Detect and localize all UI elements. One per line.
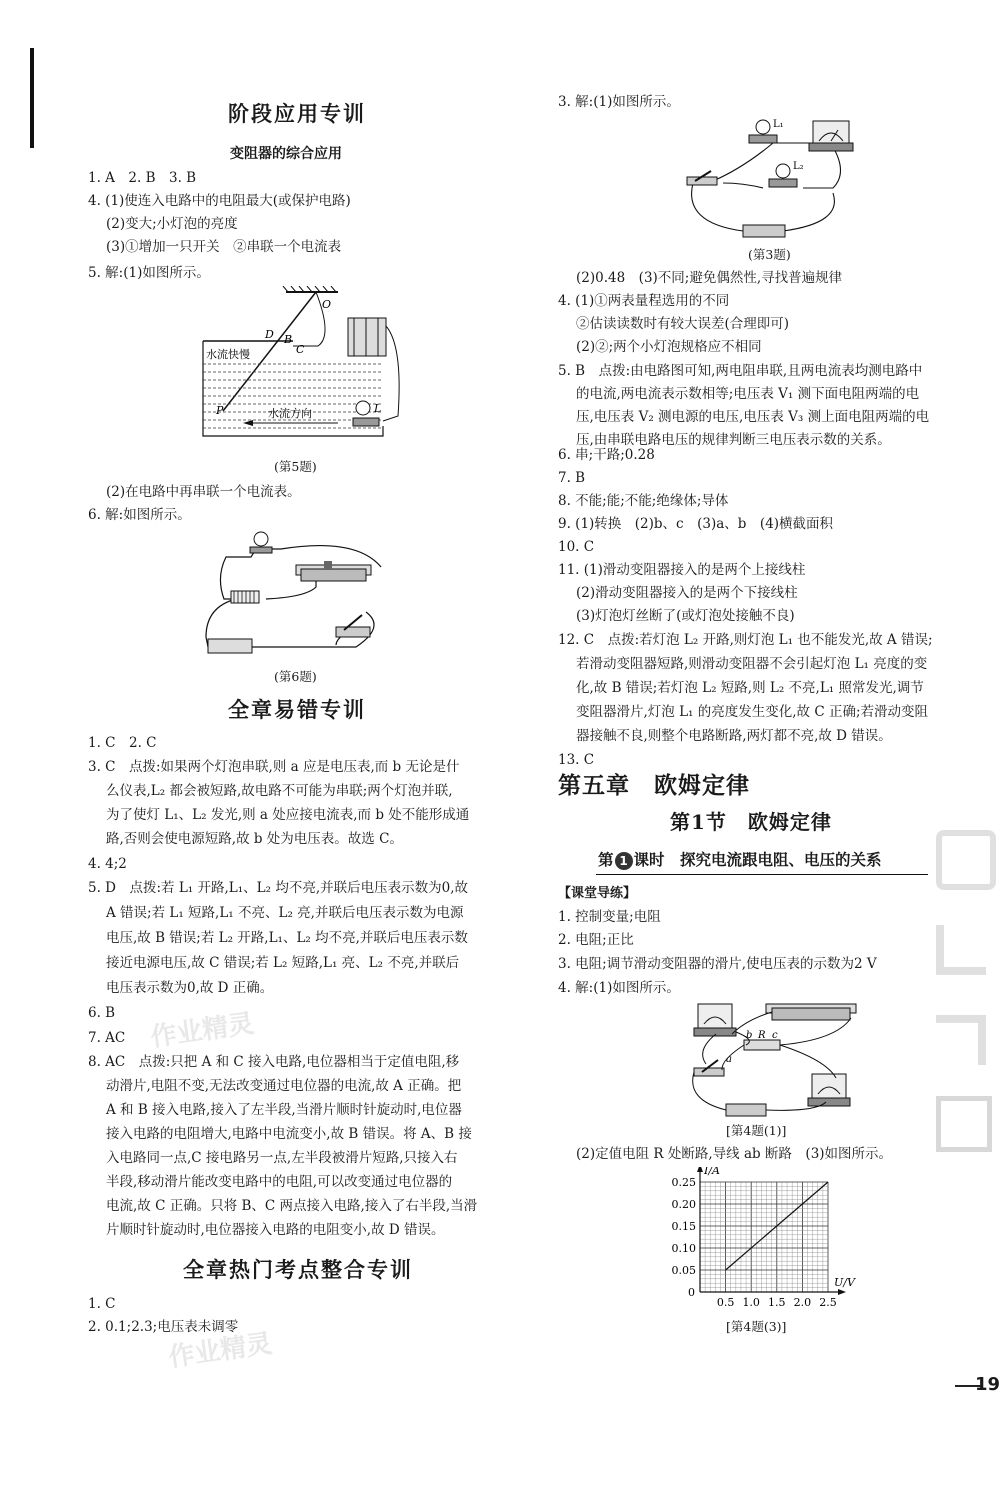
x-tick-label: 1.0 [742,1296,760,1309]
answer-line: (2)在电路中再串联一个电流表。 [106,484,301,500]
margin-bar [30,48,34,148]
answer-line: 的电流,两电流表示数相等;电压表 V₁ 测下面电阻两端的电 [576,386,920,402]
answer-line: 12. C 点拨:若灯泡 L₂ 开路,则灯泡 L₁ 也不能发光,故 A 错误; [558,632,933,648]
x-axis-arrow [838,1289,846,1295]
answer-line: 压,由串联电路电压的规律判断三电压表示数的关系。 [576,432,891,448]
answer-line: 11. (1)滑动变阻器接入的是两个上接线柱 [558,562,806,578]
margin-decoration [936,820,996,1160]
fig4-label: c [772,1030,778,1041]
figure-5-caption: (第5题) [274,459,317,474]
x-tick-label: 0.5 [716,1296,735,1309]
y-tick-label: 0.15 [671,1220,696,1233]
answer-line: 1. C [88,1296,116,1312]
fig5-label: 水流快慢 [206,348,250,361]
answer-line: A 和 B 接入电路,接入了左半段,当滑片顺时针旋动时,电位器 [106,1102,462,1118]
fig5-label: D [265,328,274,341]
fig3-label: L₁ [773,119,784,130]
answer-line: 1. A 2. B 3. B [88,170,197,186]
answer-line: 7. B [558,470,586,486]
fig5-label: O [322,298,332,311]
answer-line: (3)灯泡灯丝断了(或灯泡处接触不良) [576,608,795,624]
answer-line: 接入电路的电阻增大,电路中电流变小,故 B 错误。将 A、B 接 [106,1126,472,1142]
answer-line: 5. B 点拨:由电路图可知,两电阻串联,且两电流表均测电路中 [558,363,923,379]
section-title: 第1节 欧姆定律 [670,810,832,834]
origin-label: 0 [688,1286,695,1299]
watermark-text: 作业精灵 [148,1008,256,1054]
section-title-errors: 全章易错专训 [228,698,366,722]
answer-line: 13. C [558,752,595,768]
fig5-label: B [284,333,293,346]
figure-6-caption: (第6题) [274,669,317,684]
answer-line: 3. C 点拨:如果两个灯泡串联,则 a 应是电压表,而 b 无论是什 [88,759,460,775]
watermark-text: 作业精灵 [166,1328,274,1374]
y-tick-label: 0.05 [671,1264,696,1277]
answer-line: (2)定值电阻 R 处断路,导线 ab 断路 (3)如图所示。 [576,1146,893,1162]
answer-line: 么仪表,L₂ 都会被短路,故电路不可能为串联;两个灯泡并联, [106,783,453,799]
answer-line: 路,否则会使电源短路,故 b 处为电压表。故选 C。 [106,831,403,847]
answer-line: 接近电源电压,故 C 错误;若 L₂ 短路,L₁ 亮、L₂ 不亮,并联后 [106,955,460,971]
answer-line: A 错误;若 L₁ 短路,L₁ 不亮、L₂ 亮,并联后电压表示数为电源 [106,905,464,921]
answer-line: 1. C 2. C [88,735,157,751]
answer-line: 6. 串;干路;0.28 [558,447,655,463]
answer-line: 电压表示数为0,故 D 正确。 [106,980,274,996]
answer-line: 化,故 B 错误;若灯泡 L₂ 短路,则 L₂ 不亮,L₁ 照常发光,调节 [576,680,924,696]
answer-line: 片顺时针旋动时,电位器接入电路的电阻变小,故 D 错误。 [106,1222,445,1238]
answer-line: 7. AC [88,1030,126,1046]
answer-line: (2)变大;小灯泡的亮度 [106,216,238,232]
figure-5-diagram [198,286,413,446]
fig3-label: L₂ [793,161,804,172]
answer-line: (2)滑动变阻器接入的是两个下接线柱 [576,585,798,601]
fig4-label: R [758,1030,766,1041]
answer-line: ②估读读数时有较大误差(合理即可) [576,316,790,332]
lesson-prefix: 第 [598,851,614,869]
fig5-label: 水流方向 [268,407,312,420]
fig4-label: b [746,1030,753,1041]
chapter-title: 第五章 欧姆定律 [558,773,750,799]
answer-line: 压,电压表 V₂ 测电源的电压,电压表 V₃ 测上面电阻两端的电 [576,409,930,425]
figure-4-1-diagram [686,1000,866,1118]
guide-label: 【课堂导练】 [558,886,637,901]
x-tick-label: 2.5 [819,1296,837,1309]
answer-line: 10. C [558,539,595,555]
answer-line: 5. 解:(1)如图所示。 [88,265,210,281]
lesson-underline [596,874,928,875]
answer-line: (2)0.48 (3)不同;避免偶然性,寻找普遍规律 [576,270,843,286]
answer-line: 3. 电阻;调节滑动变阻器的滑片,使电压表的示数为2 V [558,956,877,972]
answer-line: 6. 解:如图所示。 [88,507,191,523]
fig5-label: P [216,404,224,417]
x-tick-label: 2.0 [793,1296,812,1309]
answer-line: (3)①增加一只开关 ②串联一个电流表 [106,239,342,255]
page-number: 19 [974,1374,1000,1395]
lesson-title-text: 课时 探究电流跟电阻、电压的关系 [633,851,882,869]
answer-line: 9. (1)转换 (2)b、c (3)a、b (4)横截面积 [558,516,834,532]
lesson-number-badge: 1 [615,852,633,870]
answer-line: 8. AC 点拨:只把 A 和 C 接入电路,电位器相当于定值电阻,移 [88,1054,460,1070]
answer-line: 5. D 点拨:若 L₁ 开路,L₁、L₂ 均不亮,并联后电压表示数为0,故 [88,880,469,896]
section-title-hot-topics: 全章热门考点整合专训 [183,1258,413,1282]
y-tick-label: 0.20 [671,1198,696,1211]
answer-line: 3. 解:(1)如图所示。 [558,94,680,110]
answer-line: 6. B [88,1005,116,1021]
answer-line: 4. 解:(1)如图所示。 [558,980,680,996]
lesson-title [598,850,882,870]
section-title-stage: 阶段应用专训 [228,102,366,126]
y-axis-arrow [697,1167,703,1172]
x-axis-label: U/V [834,1276,855,1289]
answer-line: 电压,故 B 错误;若 L₂ 开路,L₁、L₂ 均不亮,并联后电压表示数 [106,930,468,946]
answer-line: 4. 4;2 [88,856,127,872]
figure-3-diagram [683,113,863,243]
y-tick-label: 0.10 [671,1242,696,1255]
answer-line: 若滑动变阻器短路,则滑动变阻器不会引起灯泡 L₁ 亮度的变 [576,656,928,672]
figure-4-3-caption: [第4题(3)] [726,1319,787,1334]
subtitle-rheostat: 变阻器的综合应用 [230,146,342,162]
y-tick-label: 0.25 [671,1176,696,1189]
x-tick-label: 1.5 [768,1296,786,1309]
answer-line: 2. 电阻;正比 [558,932,634,948]
answer-line: 动滑片,电阻不变,无法改变通过电位器的电流,故 A 正确。把 [106,1078,462,1094]
answer-line: 变阻器滑片,灯泡 L₁ 的亮度发生变化,故 C 正确;若滑动变阻 [576,704,929,720]
answer-line: 8. 不能;能;不能;绝缘体;导体 [558,493,729,509]
answer-line: 2. 0.1;2.3;电压表未调零 [88,1319,239,1335]
answer-line: 为了使灯 L₁、L₂ 发光,则 a 处应接电流表,而 b 处不能形成通 [106,807,470,823]
answer-line: 4. (1)①两表量程选用的不同 [558,293,730,309]
figure-3-caption: (第3题) [748,247,791,262]
answer-line: 1. 控制变量;电阻 [558,909,661,925]
answer-line: 半段,移动滑片能改变电路中的电阻,可以改变通过电位器的 [106,1174,453,1190]
figure-4-1-caption: [第4题(1)] [726,1123,787,1138]
fig5-label: C [296,343,305,356]
answer-line: 入电路同一点,C 接电路另一点,左半段被滑片短路,只接入右 [106,1150,458,1166]
fig5-label: L [374,402,382,415]
answer-line: 电流,故 C 正确。只将 B、C 两点接入电路,接入了右半段,当滑 [106,1198,478,1214]
answer-line: (2)②;两个小灯泡规格应不相同 [576,339,762,355]
fig4-label: a [726,1054,732,1065]
answer-line: 器接触不良,则整个电路断路,两灯都不亮,故 D 错误。 [576,728,892,744]
figure-6-diagram [196,527,386,662]
answer-line: 4. (1)使连入电路中的电阻最大(或保护电路) [88,193,351,209]
figure-4-3-graph [658,1167,858,1312]
y-axis-label: I/A [704,1167,720,1177]
